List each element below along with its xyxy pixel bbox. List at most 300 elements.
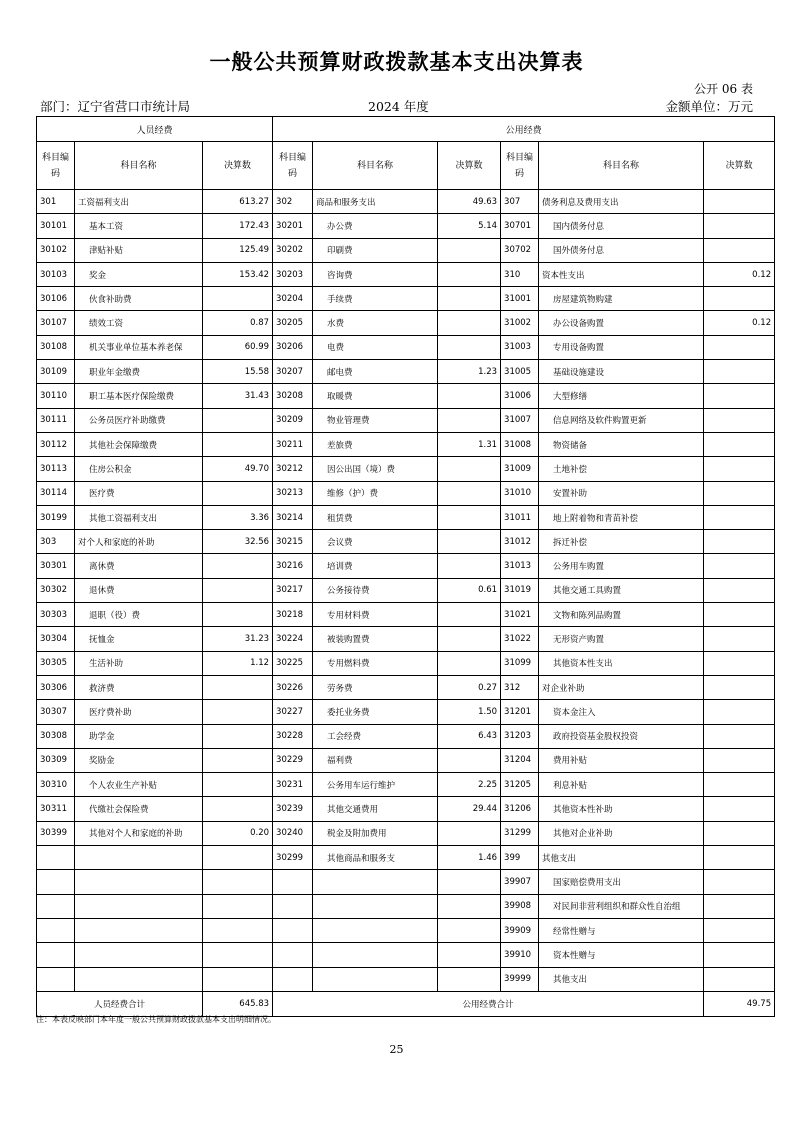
cell-name: 经常性赠与 [539,918,704,942]
cell-amount [203,894,273,918]
cell-name: 专用材料费 [313,603,438,627]
cell-amount [704,408,775,432]
cell-code: 30701 [501,214,539,238]
cell-code: 312 [501,675,539,699]
cell-name: 税金及附加费用 [313,821,438,845]
cell-name: 利息补贴 [539,773,704,797]
cell-amount [203,967,273,991]
cell-code: 31203 [501,724,539,748]
cell-code [273,870,313,894]
cell-name: 无形资产购置 [539,627,704,651]
cell-code: 30231 [273,773,313,797]
cell-code: 30109 [37,360,75,384]
cell-code: 30399 [37,821,75,845]
cell-code: 30113 [37,457,75,481]
cell-name: 其他对个人和家庭的补助 [75,821,203,845]
cell-code: 30301 [37,554,75,578]
cell-name: 培训费 [313,554,438,578]
cell-name: 办公费 [313,214,438,238]
cell-amount [438,311,501,335]
cell-amount [704,360,775,384]
col-code-header: 科目编码 [501,142,539,190]
cell-amount [203,408,273,432]
public-header: 公用经费 [273,117,775,142]
cell-name: 医疗费 [75,481,203,505]
cell-code: 30304 [37,627,75,651]
col-amount-header: 决算数 [438,142,501,190]
expenditure-table [36,116,775,1017]
cell-name: 因公出国（境）费 [313,457,438,481]
cell-code: 30111 [37,408,75,432]
cell-code: 39909 [501,918,539,942]
cell-code: 30211 [273,432,313,456]
cell-amount [704,457,775,481]
cell-name: 安置补助 [539,481,704,505]
cell-amount [704,967,775,991]
cell-amount: 0.12 [704,262,775,286]
cell-amount: 172.43 [203,214,273,238]
cell-amount: 32.56 [203,530,273,554]
cell-code: 30224 [273,627,313,651]
cell-name: 住房公积金 [75,457,203,481]
cell-code: 30308 [37,724,75,748]
cell-code: 30218 [273,603,313,627]
cell-name: 退职（役）费 [75,603,203,627]
cell-code: 30209 [273,408,313,432]
cell-name: 大型修缮 [539,384,704,408]
cell-name: 代缴社会保险费 [75,797,203,821]
cell-amount [438,748,501,772]
cell-code: 30214 [273,505,313,529]
cell-name: 助学金 [75,724,203,748]
cell-name: 文物和陈列品购置 [539,603,704,627]
cell-code [37,967,75,991]
cell-name: 公务用车购置 [539,554,704,578]
cell-name [313,943,438,967]
cell-name: 债务利息及费用支出 [539,190,704,214]
col-name-header: 科目名称 [75,142,203,190]
cell-code: 30702 [501,238,539,262]
cell-name [75,870,203,894]
cell-code: 30239 [273,797,313,821]
cell-name: 公务用车运行维护 [313,773,438,797]
table-row [37,335,775,359]
cell-code: 30302 [37,578,75,602]
year-label: 2024 年度 [368,99,429,114]
col-name-header: 科目名称 [539,142,704,190]
cell-code: 30217 [273,578,313,602]
cell-code: 31021 [501,603,539,627]
table-row [37,846,775,870]
cell-name: 其他支出 [539,846,704,870]
cell-name: 生活补助 [75,651,203,675]
cell-amount: 0.12 [704,311,775,335]
cell-code: 30110 [37,384,75,408]
cell-name [75,894,203,918]
cell-amount [203,481,273,505]
cell-name: 救济费 [75,675,203,699]
cell-name: 职业年金缴费 [75,360,203,384]
cell-amount [203,918,273,942]
cell-code: 30206 [273,335,313,359]
cell-code: 30225 [273,651,313,675]
cell-name: 政府投资基金股权投资 [539,724,704,748]
cell-code: 30204 [273,287,313,311]
table-row [37,603,775,627]
cell-name [313,967,438,991]
cell-code: 30309 [37,748,75,772]
cell-amount: 5.14 [438,214,501,238]
cell-amount [704,287,775,311]
cell-amount [203,603,273,627]
cell-code: 30228 [273,724,313,748]
cell-amount [438,603,501,627]
cell-amount [704,724,775,748]
cell-amount: 2.25 [438,773,501,797]
cell-name: 办公设备购置 [539,311,704,335]
cell-amount [438,408,501,432]
cell-amount [704,603,775,627]
cell-code: 31010 [501,481,539,505]
cell-code: 39908 [501,894,539,918]
unit-label: 金额单位：万元 [665,99,753,114]
cell-code: 31009 [501,457,539,481]
cell-code: 30102 [37,238,75,262]
cell-code: 31022 [501,627,539,651]
cell-code: 31011 [501,505,539,529]
cell-code: 30114 [37,481,75,505]
cell-amount: 49.70 [203,457,273,481]
cell-name [75,967,203,991]
cell-name: 信息网络及软件购置更新 [539,408,704,432]
table-row [37,773,775,797]
cell-amount [704,627,775,651]
cell-name: 奖励金 [75,748,203,772]
table-row [37,675,775,699]
cell-name [313,870,438,894]
cell-name: 专用燃料费 [313,651,438,675]
cell-name: 劳务费 [313,675,438,699]
cell-name: 其他支出 [539,967,704,991]
cell-code: 30299 [273,846,313,870]
cell-name: 基础设施建设 [539,360,704,384]
table-row [37,943,775,967]
cell-code: 30227 [273,700,313,724]
page-number: 25 [389,1043,404,1056]
cell-amount: 49.63 [438,190,501,214]
cell-code: 30306 [37,675,75,699]
cell-code [273,967,313,991]
col-code-header: 科目编码 [273,142,313,190]
cell-amount [438,505,501,529]
cell-code: 30101 [37,214,75,238]
table-row [37,700,775,724]
totals-row [37,991,775,1016]
col-code-header: 科目编码 [37,142,75,190]
cell-name: 其他对企业补助 [539,821,704,845]
cell-amount [438,943,501,967]
cell-amount: 15.58 [203,360,273,384]
department-label: 部门：辽宁省营口市统计局 [40,99,191,114]
cell-name: 租赁费 [313,505,438,529]
cell-code: 31019 [501,578,539,602]
cell-amount [203,724,273,748]
cell-amount [704,894,775,918]
cell-name: 资本金注入 [539,700,704,724]
cell-amount: 0.61 [438,578,501,602]
cell-code: 30208 [273,384,313,408]
cell-name: 房屋建筑物购建 [539,287,704,311]
cell-name: 物业管理费 [313,408,438,432]
cell-name: 其他交通工具购置 [539,578,704,602]
table-row [37,408,775,432]
cell-amount [203,675,273,699]
cell-name: 物资储备 [539,432,704,456]
cell-amount [704,943,775,967]
cell-code: 31299 [501,821,539,845]
cell-code: 31206 [501,797,539,821]
cell-amount: 0.87 [203,311,273,335]
cell-amount [438,627,501,651]
cell-amount [438,918,501,942]
cell-amount [704,335,775,359]
cell-amount [438,335,501,359]
cell-code: 30310 [37,773,75,797]
cell-amount [438,530,501,554]
cell-code: 31013 [501,554,539,578]
cell-code: 30307 [37,700,75,724]
cell-name: 委托业务费 [313,700,438,724]
cell-code: 31008 [501,432,539,456]
cell-name: 电费 [313,335,438,359]
cell-amount [438,262,501,286]
cell-amount [203,773,273,797]
cell-name: 国家赔偿费用支出 [539,870,704,894]
cell-name: 奖金 [75,262,203,286]
cell-name: 福利费 [313,748,438,772]
cell-code: 307 [501,190,539,214]
cell-code: 303 [37,530,75,554]
cell-name [313,918,438,942]
cell-name: 会议费 [313,530,438,554]
cell-name: 个人农业生产补贴 [75,773,203,797]
cell-amount: 29.44 [438,797,501,821]
cell-name: 对个人和家庭的补助 [75,530,203,554]
cell-amount [203,287,273,311]
cell-amount: 31.23 [203,627,273,651]
cell-code: 30215 [273,530,313,554]
cell-name: 维修（护）费 [313,481,438,505]
cell-name: 专用设备购置 [539,335,704,359]
cell-name: 地上附着物和青苗补偿 [539,505,704,529]
cell-code: 39907 [501,870,539,894]
cell-amount [438,554,501,578]
cell-amount [704,505,775,529]
cell-name [75,918,203,942]
table-row [37,262,775,286]
cell-name: 拆迁补偿 [539,530,704,554]
personnel-total-value: 645.83 [203,991,273,1016]
cell-name: 手续费 [313,287,438,311]
table-row [37,287,775,311]
table-row [37,530,775,554]
cell-code: 30205 [273,311,313,335]
cell-amount [704,651,775,675]
cell-amount: 125.49 [203,238,273,262]
cell-amount [704,773,775,797]
cell-name: 国内债务付息 [539,214,704,238]
cell-code: 31006 [501,384,539,408]
cell-name: 商品和服务支出 [313,190,438,214]
cell-name: 其他社会保障缴费 [75,432,203,456]
table-row [37,918,775,942]
cell-code: 31002 [501,311,539,335]
cell-name: 费用补贴 [539,748,704,772]
table-row [37,238,775,262]
cell-code: 30103 [37,262,75,286]
cell-code [37,870,75,894]
cell-code [273,943,313,967]
cell-amount [438,821,501,845]
cell-amount: 613.27 [203,190,273,214]
cell-amount [203,846,273,870]
cell-amount: 0.20 [203,821,273,845]
cell-name: 差旅费 [313,432,438,456]
group-header-row [37,117,775,142]
table-row [37,384,775,408]
cell-code [37,894,75,918]
cell-code: 30112 [37,432,75,456]
cell-amount [438,384,501,408]
cell-code: 39999 [501,967,539,991]
cell-amount [438,894,501,918]
cell-amount [704,530,775,554]
cell-amount [704,578,775,602]
cell-code [273,894,313,918]
cell-name: 公务员医疗补助缴费 [75,408,203,432]
cell-amount [704,918,775,942]
cell-code: 30201 [273,214,313,238]
cell-amount [704,870,775,894]
cell-amount [203,578,273,602]
cell-amount [203,943,273,967]
cell-code: 30207 [273,360,313,384]
cell-code: 31201 [501,700,539,724]
cell-amount: 1.12 [203,651,273,675]
cell-code: 31204 [501,748,539,772]
table-code: 公开 06 表 [694,82,753,96]
cell-code: 31099 [501,651,539,675]
cell-amount [438,287,501,311]
cell-name: 退休费 [75,578,203,602]
table-row [37,724,775,748]
cell-name: 工会经费 [313,724,438,748]
column-header-row [37,142,775,190]
cell-name [75,846,203,870]
cell-name: 机关事业单位基本养老保 [75,335,203,359]
cell-name: 其他资本性支出 [539,651,704,675]
cell-amount [704,214,775,238]
cell-code: 39910 [501,943,539,967]
cell-code: 30107 [37,311,75,335]
cell-name: 对企业补助 [539,675,704,699]
cell-name: 资本性赠与 [539,943,704,967]
table-row [37,748,775,772]
cell-amount [203,700,273,724]
cell-code: 30311 [37,797,75,821]
cell-name: 津贴补贴 [75,238,203,262]
cell-amount [704,846,775,870]
cell-code [273,918,313,942]
cell-name: 水费 [313,311,438,335]
cell-code: 31012 [501,530,539,554]
cell-name: 咨询费 [313,262,438,286]
cell-amount [438,967,501,991]
cell-amount: 6.43 [438,724,501,748]
cell-name: 其他商品和服务支 [313,846,438,870]
table-row [37,870,775,894]
cell-code: 31007 [501,408,539,432]
cell-amount [704,821,775,845]
cell-name: 公务接待费 [313,578,438,602]
cell-name: 其他工资福利支出 [75,505,203,529]
cell-amount: 1.31 [438,432,501,456]
cell-amount [438,238,501,262]
public-total-value: 49.75 [704,991,775,1016]
cell-name: 取暖费 [313,384,438,408]
cell-name: 工资福利支出 [75,190,203,214]
cell-amount: 1.50 [438,700,501,724]
cell-amount [704,797,775,821]
cell-code [37,846,75,870]
table-row [37,894,775,918]
cell-code: 30212 [273,457,313,481]
cell-amount [203,748,273,772]
cell-name [313,894,438,918]
table-row [37,651,775,675]
cell-name: 伙食补助费 [75,287,203,311]
table-row [37,797,775,821]
cell-amount [438,457,501,481]
cell-code: 31003 [501,335,539,359]
col-amount-header: 决算数 [704,142,775,190]
cell-amount [704,700,775,724]
public-total-label: 公用经费合计 [273,991,704,1016]
cell-code: 30203 [273,262,313,286]
col-name-header: 科目名称 [313,142,438,190]
cell-amount: 0.27 [438,675,501,699]
cell-code: 30226 [273,675,313,699]
cell-name: 资本性支出 [539,262,704,286]
cell-code: 30305 [37,651,75,675]
cell-code: 30202 [273,238,313,262]
cell-name: 其他资本性补助 [539,797,704,821]
table-row [37,481,775,505]
cell-amount [704,190,775,214]
cell-code: 30240 [273,821,313,845]
personnel-total-label: 人员经费合计 [37,991,203,1016]
cell-amount [438,651,501,675]
col-amount-header: 决算数 [203,142,273,190]
cell-amount [704,748,775,772]
cell-code [37,943,75,967]
cell-name: 邮电费 [313,360,438,384]
cell-name [75,943,203,967]
personnel-header: 人员经费 [37,117,273,142]
cell-name: 被装购置费 [313,627,438,651]
cell-amount [203,870,273,894]
table-row [37,967,775,991]
